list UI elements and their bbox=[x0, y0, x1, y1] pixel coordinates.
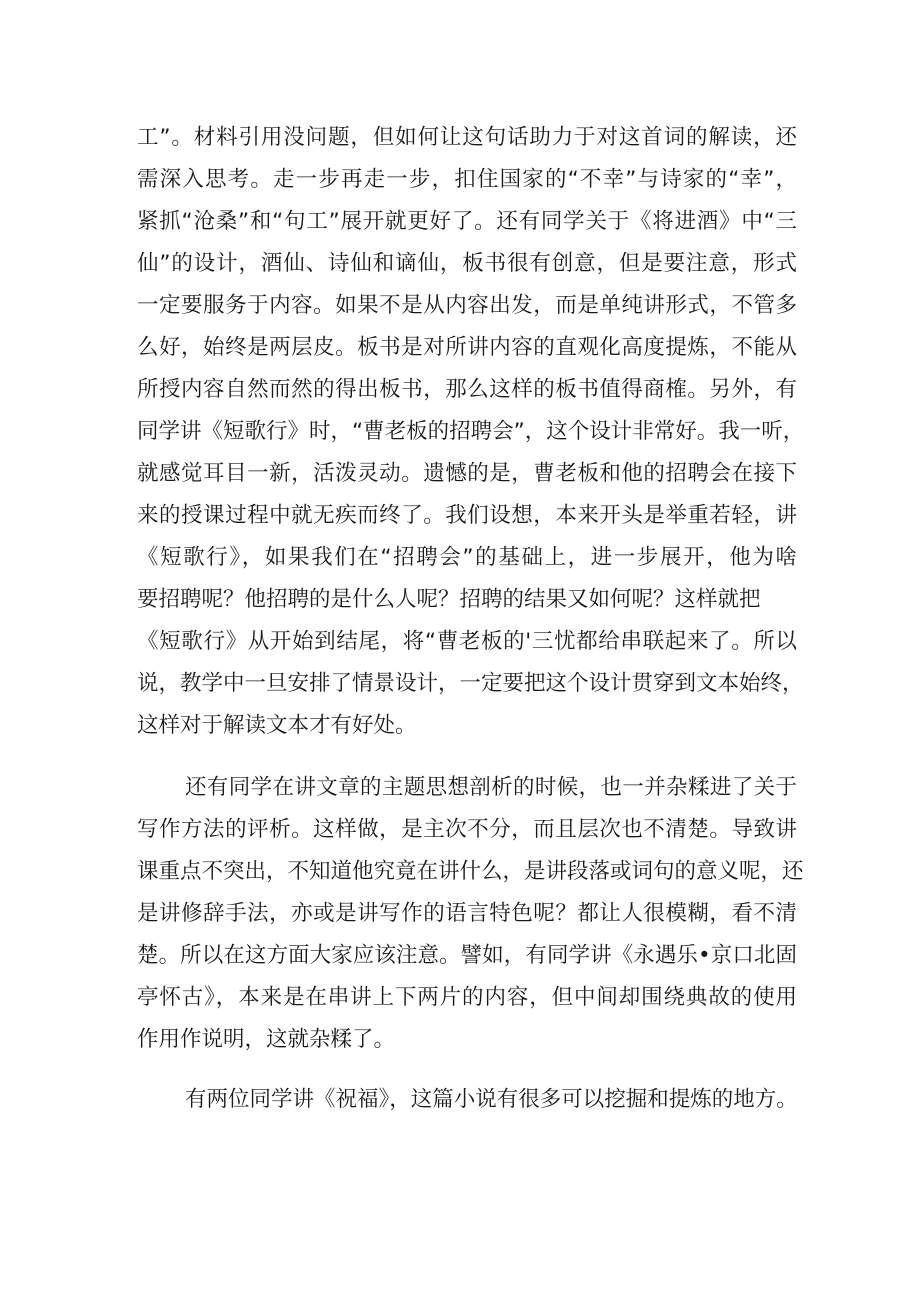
text-line: 还有同学在讲文章的主题思想剖析的时候，也一并杂糅进了关于 bbox=[185, 775, 797, 800]
text-line: 同学讲《短歌行》时，“曹老板的招聘会”，这个设计非常好。我一听， bbox=[137, 419, 805, 444]
text-line: 《短歌行》，如果我们在“招聘会”的基础上，进一步展开，他为啥 bbox=[137, 545, 797, 570]
text-line: 《短歌行》从开始到结尾，将“曹老板的'三忧都给串联起来了。所以 bbox=[137, 629, 797, 654]
text-line: 要招聘呢？他招聘的是什么人呢？招聘的结果又如何呢？这样就把 bbox=[137, 587, 761, 612]
text-line: 有两位同学讲《祝福》，这篇小说有很多可以挖掘和提炼的地方。 bbox=[185, 1087, 798, 1112]
text-line: 紧抓“沧桑”和“句工”展开就更好了。还有同学关于《将进酒》中“三 bbox=[137, 209, 797, 234]
text-line: 这样对于解读文本才有好处。 bbox=[137, 713, 417, 738]
text-line: 仙”的设计，酒仙、诗仙和谪仙，板书很有创意，但是要注意，形式 bbox=[137, 251, 797, 276]
text-line: 说，教学中一旦安排了情景设计，一定要把这个设计贯穿到文本始终， bbox=[137, 671, 804, 696]
text-line: 一定要服务于内容。如果不是从内容出发，而是单纯讲形式，不管多 bbox=[137, 293, 797, 318]
text-line: 写作方法的评析。这样做，是主次不分，而且层次也不清楚。导致讲 bbox=[137, 817, 797, 842]
text-line: 么好，始终是两层皮。板书是对所讲内容的直观化高度提炼，不能从 bbox=[137, 335, 797, 360]
text-line: 所授内容自然而然的得出板书，那么这样的板书值得商榷。另外，有 bbox=[137, 377, 797, 402]
text-line: 就感觉耳目一新，活泼灵动。遗憾的是，曹老板和他的招聘会在接下 bbox=[137, 461, 797, 486]
text-line: 楚。所以在这方面大家应该注意。譬如，有同学讲《永遇乐•京口北固 bbox=[137, 943, 797, 968]
text-line: 需深入思考。走一步再走一步，扣住国家的“不幸”与诗家的“幸”， bbox=[137, 167, 797, 192]
text-line: 来的授课过程中就无疾而终了。我们设想，本来开头是举重若轻，讲 bbox=[137, 503, 797, 528]
text-line: 工”。材料引用没问题，但如何让这句话助力于对这首词的解读，还 bbox=[137, 125, 797, 150]
text-line: 课重点不突出，不知道他究竟在讲什么，是讲段落或词句的意义呢，还 bbox=[137, 859, 804, 884]
text-line: 作用作说明，这就杂糅了。 bbox=[137, 1027, 396, 1052]
text-line: 亭怀古》，本来是在串讲上下两片的内容，但中间却围绕典故的使用 bbox=[137, 985, 797, 1010]
text-line: 是讲修辞手法，亦或是讲写作的语言特色呢？都让人很模糊，看不清 bbox=[137, 901, 797, 926]
